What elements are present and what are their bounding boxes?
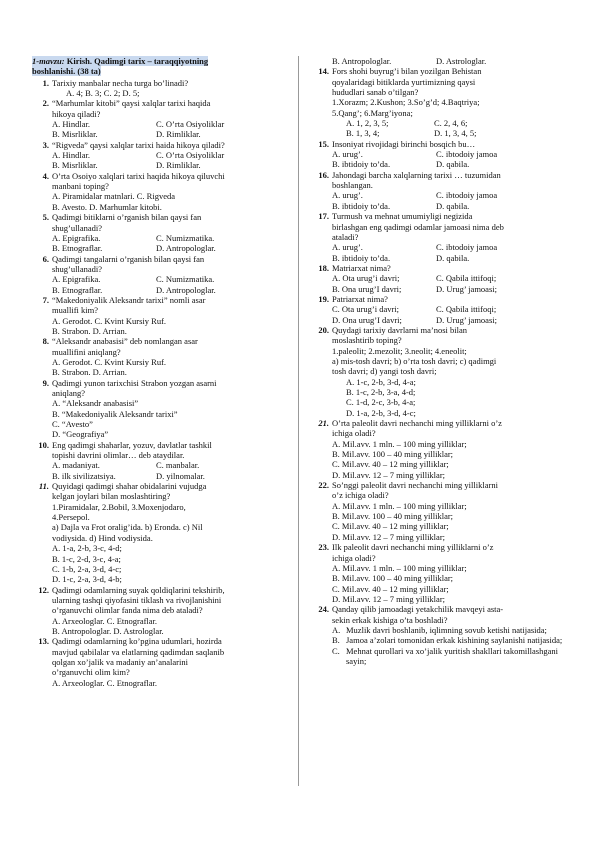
right-column	[312, 56, 570, 666]
question-number: 7.	[42, 294, 49, 305]
answer-option-row	[332, 253, 570, 263]
question-text-line: O’rta paleolit davri nechanchi ming yilliklarni o’z	[332, 418, 502, 429]
question-number: 16.	[318, 169, 329, 180]
answer-option	[332, 625, 570, 635]
question-item	[32, 440, 290, 481]
question-text-line: manbani toping?	[52, 181, 109, 192]
question-text-line: sekin erkak kishiga o’ta boshladi?	[332, 614, 448, 625]
answer-option: D. Mil.avv. 12 – 7 ming yilliklar;	[332, 531, 446, 542]
question-number: 18.	[318, 262, 329, 273]
answer-option: D. Urug’ jamoasi;	[436, 283, 497, 294]
question-number: 22.	[318, 480, 329, 491]
answer-option: C. O’rta Osiyoliklar	[156, 119, 225, 130]
question-item	[312, 56, 570, 66]
question-item	[32, 254, 290, 295]
answer-option: A. Epigrafika.	[52, 274, 101, 285]
answer-option: C. Ota urug’i davri;	[332, 304, 400, 315]
question-text-line: 1.Piramidalar, 2.Bobil, 3.Moxenjodaro,	[52, 501, 186, 512]
question-text-line: Qadimgi odamlarning suyak qoldiqlarini tekshirib,	[52, 584, 225, 595]
question-text-line: ichiga oladi?	[332, 428, 376, 439]
question-text-line: O’rta Osoiyo xalqlari tarixi haqida hikoya qiluvchi	[52, 170, 225, 181]
answer-option: A. urug’.	[332, 242, 363, 253]
answer-option: B. Misrliklar.	[52, 129, 98, 140]
question-number: 6.	[42, 253, 49, 264]
question-number: 10.	[38, 439, 49, 450]
answer-option: D. Ona urug’I davri;	[332, 314, 402, 325]
answer-option-row	[332, 284, 570, 294]
question-text-line: a) mis-tosh davri; b) o’rta tosh davri; c) qadimgi	[332, 355, 497, 366]
question-item	[312, 542, 570, 604]
question-number: 12.	[38, 584, 49, 595]
question-text-line: So’nggi paleolit davri nechanchi ming yilliklarni	[332, 480, 498, 491]
question-text-line: “Marhumlar kitobi” qaysi xalqlar tarixi haqida	[52, 98, 211, 109]
question-text-line: moslashtirib toping?	[332, 335, 402, 346]
answer-option: B. Mil.avv. 100 – 40 ming yilliklar;	[332, 573, 454, 584]
column-divider	[298, 56, 299, 786]
answer-option: D. Astrologlar.	[436, 56, 487, 66]
answer-option: B. Mil.avv. 100 – 40 ming yilliklar;	[332, 449, 454, 460]
question-text-line: o’z ichiga oladi?	[332, 490, 389, 501]
question-text-line: hududlari sanab o’tilgan?	[332, 87, 419, 98]
answer-option: A. urug’.	[332, 190, 363, 201]
answer-option: B. “Makedoniyalik Aleksandr tarixi”	[52, 408, 178, 419]
answer-option-row	[52, 233, 290, 243]
answer-option: D. Rimliklar.	[156, 129, 201, 140]
answer-option: C. ibtodoiy jamoa	[436, 190, 498, 201]
question-text-line: shug’ullanadi?	[52, 222, 103, 233]
answer-option: D. Antropologlar.	[156, 243, 216, 254]
question-text-line: “Makedoniyalik Aleksandr tarixi” nomli asar	[52, 294, 206, 305]
answer-option-letter: C.	[332, 645, 340, 656]
answer-option: C. manbalar.	[156, 460, 200, 471]
question-text-line: aniqlang?	[52, 388, 86, 398]
question-item	[312, 418, 570, 480]
answer-option-row	[332, 242, 570, 252]
question-text-line: mavjud qabilalar va elatlarning qadimdan saqlanib	[52, 646, 225, 657]
topic-label: 1-mavzu:	[32, 56, 65, 66]
question-text-line: Qanday qilib jamoadagi yetakchilik mavqeyi asta-	[332, 604, 504, 615]
question-number: 8.	[42, 336, 49, 347]
answer-option: B. 1-c, 2-b, 3-a, 4-d;	[346, 387, 416, 397]
answer-option: C. ibtodoiy jamoa	[436, 149, 498, 160]
answer-option-row	[52, 274, 290, 284]
question-item	[32, 636, 290, 688]
question-text-line: Tarixiy manbalar necha turga bo’linadi?	[52, 77, 189, 88]
answer-option-letter: B.	[332, 635, 340, 646]
answer-option: B. Misrliklar.	[52, 160, 98, 171]
topic-title: Kirish. Qadimgi tarix – taraqqiyotning	[66, 56, 209, 66]
answer-option: A. Ota urug’i davri;	[332, 273, 400, 284]
question-text-line: 5.Qang’; 6.Marg’iyona;	[332, 107, 413, 118]
question-item	[312, 139, 570, 170]
answer-option: A. Hindlar.	[52, 150, 91, 161]
question-text-line: muallifi kim?	[52, 305, 99, 316]
answer-option: B. Antropologlar. D. Astrologlar.	[52, 625, 164, 636]
answer-option-row	[52, 150, 290, 160]
question-number: 23.	[318, 542, 329, 553]
question-number: 13.	[38, 636, 49, 647]
question-text-line: Qadimgi yunon tarixchisi Strabon yozgan asarni	[52, 377, 217, 388]
question-text-line: topishi davrini olimlar… deb ataydilar.	[52, 450, 185, 461]
question-text-line: “Rigveda” qaysi xalqlar tarixi haida hikoya qiladi?	[52, 139, 225, 150]
answer-option-row	[332, 128, 570, 138]
question-item	[312, 294, 570, 325]
answer-option: B. Strabon. D. Arrian.	[52, 325, 127, 336]
question-item	[312, 263, 570, 294]
answer-option: D. Urug’ jamoasi;	[436, 314, 497, 325]
answer-option: D. qabila.	[436, 159, 470, 170]
answer-option-row	[332, 304, 570, 314]
answer-option: C. 2, 4, 6;	[434, 118, 468, 129]
topic-title-line2: boshlanishi. (38 ta)	[32, 66, 101, 77]
answer-option-row	[52, 471, 290, 481]
question-text-line: shug’ullanadi?	[52, 263, 103, 274]
answer-option: A. urug’.	[332, 149, 363, 160]
answer-option-row	[52, 285, 290, 295]
answer-option-text: Jamoa a’zolari tomonidan erkak kishining saylanishi natijasida;	[346, 635, 563, 646]
question-text-line: ularning tashqi qiyofasini tiklash va rivojlanishini	[52, 594, 222, 605]
answer-option-row	[332, 201, 570, 211]
question-text-line: Qadimgi odamlarning ko’pgina udumlari, hozirda	[52, 636, 222, 647]
question-text-line: 4.Persepol.	[52, 512, 90, 523]
answer-option: A. Epigrafika.	[52, 232, 101, 243]
question-number: 1.	[42, 77, 49, 88]
question-text-line: boshlangan.	[332, 180, 373, 191]
answer-option-row	[332, 315, 570, 325]
answer-option-row	[332, 190, 570, 200]
answer-option: D. Mil.avv. 12 – 7 ming yilliklar;	[332, 469, 446, 480]
answer-option: D. yilnomalar.	[156, 470, 205, 481]
answer-option: A. Mil.avv. 1 mln. – 100 ming yilliklar;	[332, 562, 467, 573]
answer-option-row	[332, 56, 570, 66]
question-item	[32, 140, 290, 171]
answer-option: D. Mil.avv. 12 – 7 ming yilliklar;	[332, 593, 446, 604]
answer-option: A. 1-a, 2-b, 3-c, 4-d;	[52, 543, 122, 554]
answer-option	[332, 646, 570, 667]
answer-option: A. 1-c, 2-b, 3-d, 4-a;	[346, 376, 416, 387]
answer-option-text: Muzlik davri boshlanib, iqlimning sovub ketishi natijasida;	[346, 624, 547, 635]
question-text-line: tosh davri; d) yangi tosh davri;	[332, 366, 437, 377]
question-text-line: Fors shohi buyrug’i bilan yozilgan Behistan	[332, 66, 482, 77]
answer-option: A. Gerodot. C. Kvint Kursiy Ruf.	[52, 356, 167, 367]
answer-option: C. O’rta Osiyoliklar	[156, 150, 225, 161]
question-text-line: birlashgan eng qadimgi odamlar jamoasi nima deb	[332, 221, 504, 232]
question-text-line: Qadimgi tangalarni o’rganish bilan qaysi fan	[52, 253, 205, 264]
answer-option-row	[52, 119, 290, 129]
question-item	[32, 481, 290, 584]
question-item	[32, 98, 290, 139]
answer-option-row	[52, 160, 290, 170]
right-question-list	[312, 56, 570, 666]
answer-option-row	[52, 243, 290, 253]
question-text-line: qoyalaridagi bitiklarda yurtimizning qaysi	[332, 76, 476, 87]
answer-option: D. 1-c, 2-a, 3-d, 4-b;	[52, 574, 122, 585]
question-item	[312, 211, 570, 263]
question-text-line: kelgan joylari bilan moslashtiring?	[52, 491, 171, 502]
question-text-line: qolgan xo’jalik va madaniy an’analarini	[52, 656, 188, 667]
question-number: 14.	[318, 66, 329, 77]
question-text-line: Turmush va mehnat umumiyligi negizida	[332, 211, 473, 222]
answer-option: B. ilk sivilizatsiya.	[52, 470, 116, 481]
question-text-line: Jahondagi barcha xalqlarning tarixi … tuzumidan	[332, 169, 501, 180]
question-item	[312, 66, 570, 138]
question-text-line: Quydagi tarixiy davrlarni ma’nosi bilan	[332, 324, 468, 335]
answer-option: B. ibtidoiy to’da.	[332, 200, 391, 211]
answer-option: C. “Avesto”	[52, 419, 93, 430]
question-text-line: Insoniyat rivojidagi birinchi bosqich bu…	[332, 138, 476, 149]
question-number: 5.	[42, 212, 49, 223]
question-item	[312, 170, 570, 211]
question-text-line: Matriarxat nima?	[332, 262, 391, 273]
question-number: 9.	[42, 377, 49, 388]
question-text-line: ichiga oladi?	[332, 552, 376, 563]
question-item	[312, 604, 570, 666]
answer-option: B. Ona urug’I davri;	[332, 283, 402, 294]
question-number: 15.	[318, 138, 329, 149]
answer-option: A. Mil.avv. 1 mln. – 100 ming yilliklar;	[332, 438, 467, 449]
answer-option: B. Etnograflar.	[52, 284, 103, 295]
answer-option: D. qabila.	[436, 200, 470, 211]
left-column	[32, 56, 290, 688]
answer-option: B. ibtidoiy to’da.	[332, 252, 391, 263]
answer-option: D. qabila.	[436, 252, 470, 263]
answer-option-text: Mehnat qurollari va xo’jalik yuritish shakllari takomillashgani sayin;	[346, 645, 558, 666]
question-number: 21.	[318, 418, 329, 429]
answer-option: A. Piramidalar matnlari. C. Rigveda	[52, 191, 175, 202]
answer-option: C. Numizmatika.	[156, 274, 215, 285]
question-text-line: o’rganuvchi olimlar fanda nima deb ataladi?	[52, 605, 203, 616]
question-text-line: Patriarxat nima?	[332, 293, 388, 304]
answer-option-letter: A.	[332, 624, 341, 635]
answer-option: A. Arxeologlar. C. Etnograflar.	[52, 615, 158, 626]
question-text-line: Qadimgi bitiklarni o’rganish bilan qaysi fan	[52, 212, 202, 223]
answer-option: A. Mil.avv. 1 mln. – 100 ming yilliklar;	[332, 500, 467, 511]
question-text-line: “Aleksandr anabasisi” deb nomlangan asar	[52, 336, 198, 347]
answer-option: C. Mil.avv. 40 – 12 ming yilliklar;	[332, 521, 449, 532]
answer-option-row	[52, 460, 290, 470]
answer-option: B. Strabon. D. Arrian.	[52, 367, 127, 378]
question-number: 3.	[42, 139, 49, 150]
question-item	[312, 325, 570, 418]
answer-option: A. 1, 2, 3, 5;	[346, 118, 389, 129]
question-number: 17.	[318, 211, 329, 222]
question-text-line: hikoya qiladi?	[52, 108, 101, 119]
answer-option	[332, 635, 570, 645]
answer-option: A. Gerodot. C. Kvint Kursiy Ruf.	[52, 315, 167, 326]
answer-option-row	[332, 159, 570, 169]
question-item	[32, 78, 290, 99]
question-text-line: Ilk paleolit davri nechanchi ming yilliklarni o’z	[332, 542, 494, 553]
answer-option: B. Avesto. D. Marhumlar kitobi.	[52, 201, 162, 212]
answer-option: B. Etnograflar.	[52, 243, 103, 254]
answer-option: D. 1, 3, 4, 5;	[434, 128, 477, 139]
answer-option: A. madaniyat.	[52, 460, 100, 471]
question-text-line: 1.Xorazm; 2.Kushon; 3.So’g’d; 4.Baqtriya;	[332, 97, 480, 108]
answer-option: C. Mil.avv. 40 – 12 ming yilliklar;	[332, 459, 449, 470]
answer-option: A. Arxeologlar. C. Etnograflar.	[52, 677, 158, 688]
answer-option-row	[332, 118, 570, 128]
answer-option: B. ibtidoiy to’da.	[332, 159, 391, 170]
answer-option: C. ibtodoiy jamoa	[436, 242, 498, 253]
topic-heading	[32, 56, 290, 77]
answer-option-row	[332, 149, 570, 159]
answer-option: C. 1-d, 2-c, 3-b, 4-a;	[346, 397, 416, 408]
answer-option: D. “Geografiya”	[52, 429, 109, 440]
question-text-line: a) Dajla va Frot oralig’ida. b) Eronda. c) Nil	[52, 522, 203, 533]
answer-option: D. 1-a, 2-b, 3-d, 4-c;	[346, 407, 416, 418]
answer-option: A. 4; B. 3; C. 2; D. 5;	[66, 88, 140, 99]
answer-option-row	[52, 129, 290, 139]
answer-option: D. Antropologlar.	[156, 284, 216, 295]
answer-option: C. Numizmatika.	[156, 232, 215, 243]
question-item	[32, 171, 290, 212]
answer-option: B. Antropologlar.	[332, 56, 392, 66]
answer-option: D. Rimliklar.	[156, 160, 201, 171]
question-text-line: ataladi?	[332, 231, 359, 242]
question-text-line: o’rganuvchi olim kim?	[52, 667, 130, 678]
question-text-line: Quyidagi qadimgi shahar obidalarini vujudga	[52, 481, 207, 492]
question-item	[32, 585, 290, 637]
question-number: 20.	[318, 324, 329, 335]
answer-option: B. 1-c, 2-d, 3-c, 4-a;	[52, 553, 121, 564]
answer-option: C. Mil.avv. 40 – 12 ming yilliklar;	[332, 583, 449, 594]
question-item	[32, 336, 290, 377]
question-text-line: vodiysida. d) Hind vodiysida.	[52, 532, 153, 543]
question-number: 2.	[42, 98, 49, 109]
answer-option: A. Hindlar.	[52, 119, 91, 130]
question-text-line: Eng qadimgi shaharlar, yozuv, davlatlar tashkil	[52, 439, 212, 450]
answer-option: C. Qabila ittifoqi;	[436, 304, 497, 315]
question-number: 11.	[38, 481, 49, 492]
question-item	[32, 378, 290, 440]
answer-option: C. 1-b, 2-a, 3-d, 4-c;	[52, 563, 122, 574]
answer-option-row	[332, 273, 570, 283]
question-number: 4.	[42, 170, 49, 181]
answer-option: B. 1, 3, 4;	[346, 128, 380, 139]
answer-option: B. Mil.avv. 100 – 40 ming yilliklar;	[332, 511, 454, 522]
question-text-line: 1.paleolit; 2.mezolit; 3.neolit; 4.eneolit;	[332, 345, 467, 356]
question-number: 24.	[318, 604, 329, 615]
question-item	[32, 295, 290, 336]
answer-option: A. “Aleksandr anabasisi”	[52, 398, 139, 409]
answer-option: C. Qabila ittifoqi;	[436, 273, 497, 284]
question-item	[312, 480, 570, 542]
question-number: 19.	[318, 293, 329, 304]
question-text-line: muallifini aniqlang?	[52, 346, 121, 357]
question-item	[32, 212, 290, 253]
left-question-list	[32, 78, 290, 688]
